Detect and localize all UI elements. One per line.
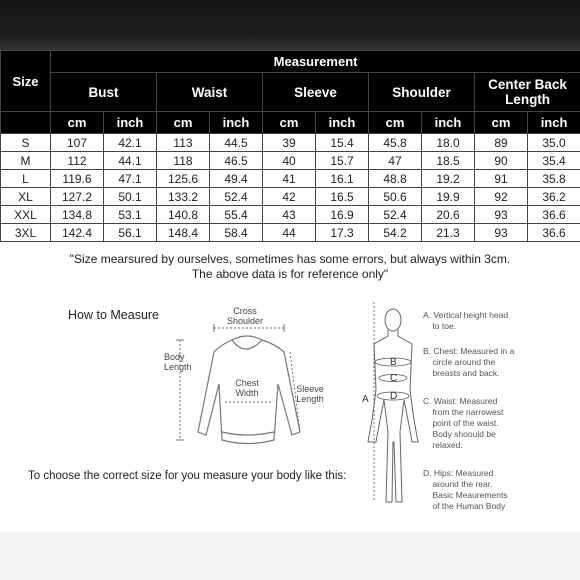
value-cell: 52.4	[210, 188, 263, 206]
letter-c: C	[390, 373, 398, 384]
value-cell: 19.9	[422, 188, 475, 206]
value-cell: 55.4	[210, 206, 263, 224]
value-cell: 36.2	[528, 188, 580, 206]
legend-d: D. Hips: Measured around the rear. Basic Meaurements of the Human Body	[423, 468, 508, 511]
value-cell: 15.7	[316, 152, 369, 170]
value-cell: 58.4	[210, 224, 263, 242]
value-cell: 42	[263, 188, 316, 206]
table-row	[1, 134, 580, 152]
value-cell: 119.6	[51, 170, 104, 188]
value-cell: 112	[51, 152, 104, 170]
unit-header: inch	[104, 112, 157, 134]
value-cell: 16.1	[316, 170, 369, 188]
value-cell: 21.3	[422, 224, 475, 242]
unit-header: inch	[422, 112, 475, 134]
value-cell: 142.4	[51, 224, 104, 242]
size-cell: L	[1, 170, 51, 188]
value-cell: 52.4	[369, 206, 422, 224]
choose-size-text: To choose the correct size for you measure your body like this:	[28, 470, 347, 482]
unit-header: inch	[316, 112, 369, 134]
disclaimer-note	[0, 252, 580, 282]
value-cell: 90	[475, 152, 528, 170]
table-row	[1, 224, 580, 242]
value-cell: 19.2	[422, 170, 475, 188]
size-cell: 3XL	[1, 224, 51, 242]
unit-header: cm	[475, 112, 528, 134]
value-cell: 47.1	[104, 170, 157, 188]
value-cell: 16.9	[316, 206, 369, 224]
value-cell: 44	[263, 224, 316, 242]
value-cell: 18.5	[422, 152, 475, 170]
sleeve-header: Sleeve	[263, 73, 369, 112]
cross-shoulder-label: Cross Shoulder	[226, 306, 264, 326]
value-cell: 53.1	[104, 206, 157, 224]
table-row	[1, 170, 580, 188]
table-row	[1, 206, 580, 224]
size-unit-blank	[1, 112, 51, 134]
value-cell: 125.6	[157, 170, 210, 188]
value-cell: 134.8	[51, 206, 104, 224]
legend-a: A. Vertical height head to toe.	[423, 310, 509, 331]
value-cell: 91	[475, 170, 528, 188]
value-cell: 140.8	[157, 206, 210, 224]
value-cell: 40	[263, 152, 316, 170]
value-cell: 54.2	[369, 224, 422, 242]
size-cell: S	[1, 134, 51, 152]
value-cell: 45.8	[369, 134, 422, 152]
size-header: Size	[1, 51, 51, 112]
value-cell: 43	[263, 206, 316, 224]
value-cell: 148.4	[157, 224, 210, 242]
value-cell: 93	[475, 224, 528, 242]
value-cell: 35.0	[528, 134, 580, 152]
shoulder-header: Shoulder	[369, 73, 475, 112]
how-to-measure-section	[0, 292, 580, 532]
body-figure-icon	[368, 309, 418, 502]
sleeve-length-label: Sleeve Length	[296, 384, 324, 404]
value-cell: 16.5	[316, 188, 369, 206]
value-cell: 17.3	[316, 224, 369, 242]
value-cell: 118	[157, 152, 210, 170]
disclaimer-line-1: "Size mearsured by ourselves, sometimes has some errors, but always within 3cm.	[69, 252, 511, 266]
value-cell: 20.6	[422, 206, 475, 224]
value-cell: 35.8	[528, 170, 580, 188]
value-cell: 15.4	[316, 134, 369, 152]
value-cell: 35.4	[528, 152, 580, 170]
value-cell: 36.6	[528, 224, 580, 242]
size-cell: XXL	[1, 206, 51, 224]
disclaimer-line-2: The above data is for reference only"	[191, 267, 389, 281]
value-cell: 36.6	[528, 206, 580, 224]
letter-d: D	[390, 391, 398, 402]
value-cell: 89	[475, 134, 528, 152]
table-row	[1, 152, 580, 170]
value-cell: 50.6	[369, 188, 422, 206]
value-cell: 46.5	[210, 152, 263, 170]
value-cell: 93	[475, 206, 528, 224]
top-dark-banner	[0, 0, 580, 50]
waist-header: Waist	[157, 73, 263, 112]
unit-header: cm	[157, 112, 210, 134]
value-cell: 44.1	[104, 152, 157, 170]
table-row	[1, 188, 580, 206]
unit-header: cm	[369, 112, 422, 134]
bust-header: Bust	[51, 73, 157, 112]
unit-header: cm	[263, 112, 316, 134]
value-cell: 47	[369, 152, 422, 170]
value-cell: 127.2	[51, 188, 104, 206]
letter-a: A	[362, 394, 369, 405]
body-length-label: Body Length	[164, 352, 192, 372]
value-cell: 42.1	[104, 134, 157, 152]
letter-b: B	[390, 357, 397, 368]
value-cell: 49.4	[210, 170, 263, 188]
unit-header: inch	[210, 112, 263, 134]
how-to-measure-title: How to Measure	[68, 308, 160, 322]
unit-header: inch	[528, 112, 580, 134]
value-cell: 48.8	[369, 170, 422, 188]
value-cell: 18.0	[422, 134, 475, 152]
center-back-length-header: Center Back Length	[475, 73, 580, 112]
legend-c: C. Waist: Measured from the narrowest point of the waist. Body shoould be relaxed.	[423, 396, 504, 450]
value-cell: 92	[475, 188, 528, 206]
chest-width-label: Chest Width	[235, 378, 259, 398]
value-cell: 41	[263, 170, 316, 188]
value-cell: 39	[263, 134, 316, 152]
measurement-header: Measurement	[51, 51, 580, 73]
size-cell: XL	[1, 188, 51, 206]
bottom-blank-area	[0, 532, 580, 580]
legend-b: B. Chest: Measured in a circle around the breasts and back.	[423, 346, 515, 378]
value-cell: 50.1	[104, 188, 157, 206]
value-cell: 44.5	[210, 134, 263, 152]
value-cell: 133.2	[157, 188, 210, 206]
value-cell: 107	[51, 134, 104, 152]
size-cell: M	[1, 152, 51, 170]
unit-header: cm	[51, 112, 104, 134]
value-cell: 113	[157, 134, 210, 152]
size-chart-table	[0, 50, 580, 242]
value-cell: 56.1	[104, 224, 157, 242]
